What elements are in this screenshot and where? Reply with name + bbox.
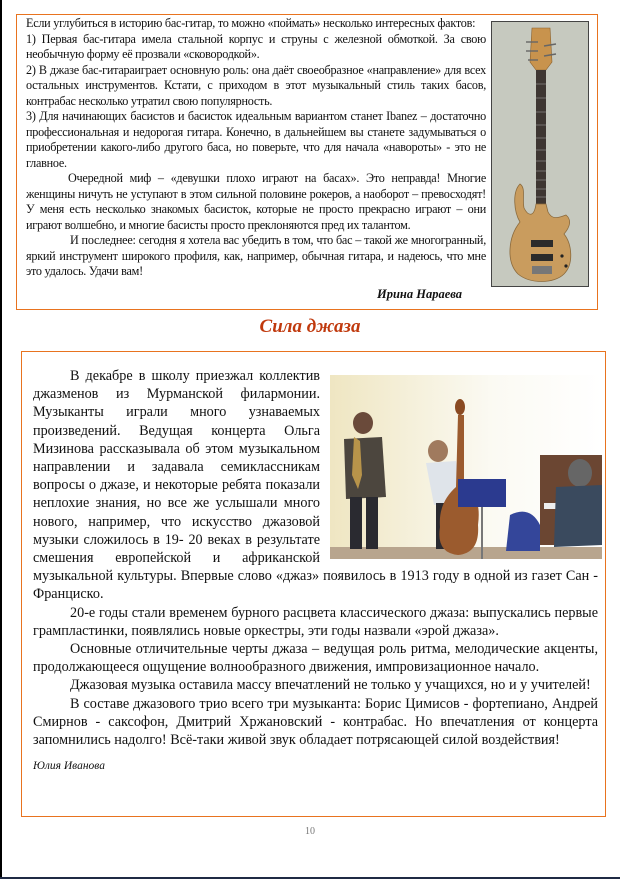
jazz-trio-photo — [330, 375, 602, 559]
jazz-paragraph: Джазовая музыка оставила массу впечатлений не только у учащихся, но и у учителей! — [70, 677, 591, 694]
bass-guitar-illustration — [492, 22, 589, 287]
bass-article-author: Ирина Нараева — [376, 287, 462, 301]
page-number: 10 — [305, 826, 315, 837]
page-left-edge — [0, 0, 2, 877]
bass-paragraph: 2) В джазе бас-гитараиграет основную роль: она даёт своеобразное «направление» для всех остальных инструментов. Кстати, с приходом в этот музыкальный стиль таких басов, контрабас несколько утратил свою популярность. — [26, 62, 486, 108]
jazz-article-author: Юлия Иванова — [33, 760, 105, 773]
bass-paragraph: Если углубиться в историю бас-гитар, то можно «поймать» несколько интересных фактов: — [26, 16, 476, 30]
bass-article-body — [26, 16, 486, 280]
jazz-paragraph: В декабре в школу приезжал коллектив джазменов из Мурманской филармонии. Музыканты играли много узнаваемых произведений. Ведущая концерта Ольга Мизинова рассказывала об этом музыкальном направлении и задавала семиклассникам вопросы о джазе, и некоторые ребята показали неплохие знания, но все же услышали много нового, например, что искусство джазовой музыки сложилось в 19- 20 веках в результате смешения европейской и африканской музыкальной культуры. Впервые слово «джаз» появилось в 1913 году в одной из газет Сан - Франциско. — [33, 368, 598, 603]
jazz-paragraph: В составе джазового трио всего три музыканта: Борис Цимисов - фортепиано, Андрей Смирнов - саксофон, Дмитрий Хржановский - контрабас. Но впечатления от концерта запомнились надолго! Всё-таки живой звук обладает потрясающей силой воздействия! — [33, 695, 598, 749]
bass-paragraph: 3) Для начинающих басистов и басисток идеальным вариантом станет Ibanez – достаточно профессиональная и недорогая гитара. Конечно, в дальнейшем вы станете задумываться о приобретении какого-либо другого баса, но поверьте, что для начала «навороты» - это не главное. — [26, 109, 486, 170]
jazz-paragraph: Основные отличительные черты джаза – ведущая роль ритма, мелодические акценты, продолжающееся ощущение волнообразного движения, импровизационное начало. — [33, 641, 598, 676]
bass-paragraph: 1) Первая бас-гитара имела стальной корпус и струны с железной обмоткой. За свою необычную форму её прозвали «сковородкой». — [26, 31, 486, 61]
jazz-article-frame — [21, 351, 606, 817]
section-title: Сила джаза — [259, 316, 361, 337]
bass-paragraph: Очередной миф – «девушки плохо играют на басах». Это неправда! Многие женщины ничуть не уступают в этом сильной половине рокеров, а наоборот – превосходят! У меня есть несколько знакомых басисток, которые не просто прекрасно играют – они играют волшебно, и многие басисты просто преклоняются пред их талантом. — [26, 171, 486, 232]
bass-guitar-photo — [491, 21, 589, 287]
jazz-article-body — [33, 367, 598, 775]
bass-article-frame — [16, 14, 598, 310]
jazz-paragraph: 20-е годы стали временем бурного расцвета классического джаза: выпускались первые грампластинки, появлялись новые оркестры, эти годы назвали «эрой джаза». — [33, 604, 598, 639]
jazz-trio-illustration — [330, 375, 602, 559]
bass-paragraph: И последнее: сегодня я хотела вас убедить в том, что бас – такой же многогранный, яркий инструмент широкого профиля, как, например, обычная гитара, и надеюсь, что мне это удалось. Удачи вам! — [26, 233, 486, 278]
